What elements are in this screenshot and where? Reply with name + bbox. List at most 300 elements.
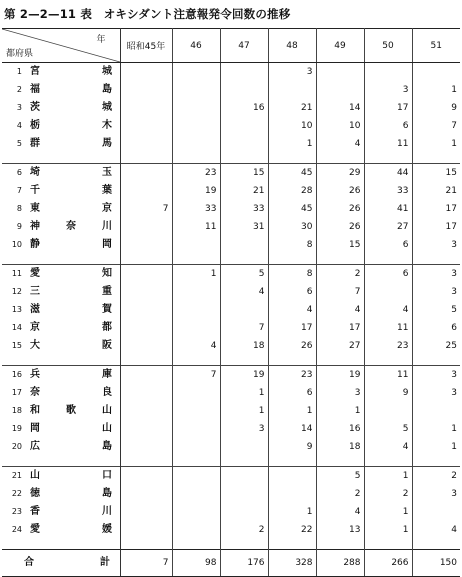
prefecture-name: 兵庫 [30, 369, 112, 380]
count-cell: 4 [364, 301, 412, 319]
count-cell [268, 485, 316, 503]
total-cell: 7 [120, 550, 172, 577]
count-cell: 11 [364, 366, 412, 385]
count-cell: 3 [412, 265, 460, 284]
spacer-cell [172, 254, 220, 265]
spacer-cell [2, 153, 120, 164]
prefecture-cell [2, 503, 120, 521]
total-cell: 288 [316, 550, 364, 577]
prefecture-name: 宮城 [30, 66, 112, 77]
count-cell: 33 [364, 182, 412, 200]
prefecture-name: 奈良 [30, 387, 112, 398]
count-cell [220, 81, 268, 99]
table-row [2, 319, 460, 337]
count-cell: 45 [268, 164, 316, 183]
row-number: 24 [11, 525, 22, 534]
row-number: 2 [16, 85, 22, 94]
spacer-cell [2, 539, 120, 550]
count-cell [120, 265, 172, 284]
count-cell: 3 [220, 420, 268, 438]
count-cell [120, 319, 172, 337]
prefecture-name: 徳島 [30, 488, 112, 499]
spacer-cell [268, 153, 316, 164]
count-cell: 7 [172, 366, 220, 385]
table-row [2, 438, 460, 456]
spacer-cell [172, 456, 220, 467]
row-number: 18 [11, 406, 22, 415]
row-number: 1 [16, 67, 22, 76]
table-row [2, 384, 460, 402]
count-cell: 17 [316, 319, 364, 337]
count-cell [220, 467, 268, 486]
spacer-cell [120, 254, 172, 265]
prefecture-cell [2, 319, 120, 337]
count-cell: 19 [172, 182, 220, 200]
count-cell [120, 438, 172, 456]
prefecture-cell [2, 164, 120, 183]
count-cell: 3 [451, 286, 457, 297]
count-cell [220, 503, 268, 521]
table-title: 第 2—2—11 表 オキシダント注意報発令回数の推移 [4, 7, 291, 21]
prefecture-cell [2, 200, 120, 218]
row-number: 7 [16, 186, 22, 195]
total-label-cell [2, 550, 120, 577]
spacer-cell [220, 254, 268, 265]
count-cell: 15 [316, 236, 364, 254]
spacer-cell [268, 355, 316, 366]
count-cell: 5 [364, 420, 412, 438]
prefecture-cell [2, 467, 120, 486]
count-cell [120, 503, 172, 521]
row-number: 8 [16, 204, 22, 213]
count-cell: 21 [220, 182, 268, 200]
spacer-cell [120, 153, 172, 164]
count-cell: 10 [268, 117, 316, 135]
total-cell: 176 [220, 550, 268, 577]
count-cell: 25 [445, 340, 457, 351]
count-cell: 17 [445, 203, 457, 214]
row-number: 23 [11, 507, 22, 516]
prefecture-name: 千葉 [30, 185, 112, 196]
count-cell [172, 236, 220, 254]
count-cell: 18 [316, 438, 364, 456]
spacer-cell [268, 456, 316, 467]
row-number: 22 [11, 489, 22, 498]
spacer-cell [268, 254, 316, 265]
count-cell: 14 [316, 99, 364, 117]
prefecture-cell [2, 99, 120, 117]
count-cell: 6 [364, 117, 412, 135]
count-cell: 8 [268, 265, 316, 284]
count-cell [220, 485, 268, 503]
count-cell [172, 63, 220, 82]
count-cell [120, 182, 172, 200]
count-cell [220, 63, 268, 82]
prefecture-cell [2, 117, 120, 135]
count-cell: 26 [316, 200, 364, 218]
count-cell: 6 [268, 384, 316, 402]
prefecture-cell [2, 135, 120, 153]
spacer-cell [364, 355, 412, 366]
count-cell: 5 [220, 265, 268, 284]
prefecture-cell [2, 283, 120, 301]
row-number: 14 [11, 323, 22, 332]
spacer-cell [120, 355, 172, 366]
table-row [2, 467, 460, 486]
year-header: 46 [172, 29, 220, 63]
spacer-cell [220, 153, 268, 164]
count-cell [120, 81, 172, 99]
count-cell: 1 [220, 402, 268, 420]
row-number: 19 [11, 424, 22, 433]
prefecture-cell [2, 301, 120, 319]
spacer-cell [172, 153, 220, 164]
count-cell: 17 [364, 99, 412, 117]
prefecture-cell [2, 438, 120, 456]
count-cell: 9 [451, 102, 457, 113]
count-cell [172, 319, 220, 337]
prefecture-cell [2, 81, 120, 99]
count-cell: 18 [220, 337, 268, 355]
count-cell: 11 [364, 319, 412, 337]
row-number: 4 [16, 121, 22, 130]
spacer-cell [220, 355, 268, 366]
spacer-cell [364, 254, 412, 265]
count-cell: 21 [268, 99, 316, 117]
count-cell: 7 [316, 283, 364, 301]
spacer-cell [268, 539, 316, 550]
count-cell: 5 [451, 304, 457, 315]
count-cell: 1 [364, 467, 412, 486]
count-cell: 1 [316, 402, 364, 420]
prefecture-name: 静岡 [30, 239, 112, 250]
count-cell [120, 384, 172, 402]
count-cell: 2 [316, 265, 364, 284]
count-cell: 9 [268, 438, 316, 456]
count-cell: 4 [316, 301, 364, 319]
prefecture-name: 福島 [30, 84, 112, 95]
table-row [2, 503, 460, 521]
prefecture-name: 東京 [30, 203, 112, 214]
spacer-cell [316, 153, 364, 164]
year-header: 51 [412, 29, 460, 63]
table-row [2, 99, 460, 117]
row-number: 12 [11, 287, 22, 296]
table-row [2, 117, 460, 135]
row-number: 5 [16, 139, 22, 148]
count-cell: 3 [451, 387, 457, 398]
count-cell [120, 164, 172, 183]
count-cell: 4 [172, 337, 220, 355]
prefecture-name: 大阪 [30, 340, 112, 351]
spacer-cell [412, 254, 460, 265]
year-header: 48 [268, 29, 316, 63]
count-cell: 11 [172, 218, 220, 236]
row-number: 11 [11, 269, 22, 278]
count-cell [316, 63, 364, 82]
table-row [2, 164, 460, 183]
count-cell: 3 [268, 63, 316, 82]
table-row [2, 420, 460, 438]
count-cell: 2 [412, 467, 460, 486]
prefecture-cell [2, 265, 120, 284]
count-cell [120, 485, 172, 503]
group-spacer [2, 254, 460, 265]
spacer-cell [412, 456, 460, 467]
spacer-cell [364, 153, 412, 164]
year-header: 50 [364, 29, 412, 63]
row-number: 16 [11, 370, 22, 379]
count-cell [172, 301, 220, 319]
count-cell: 7 [220, 319, 268, 337]
prefecture-name: 埼玉 [30, 167, 112, 178]
spacer-cell [316, 539, 364, 550]
count-cell: 4 [268, 301, 316, 319]
table-row [2, 521, 460, 539]
count-cell [268, 467, 316, 486]
spacer-cell [2, 254, 120, 265]
prefecture-cell [2, 521, 120, 539]
count-cell: 15 [412, 164, 460, 183]
count-cell: 27 [364, 218, 412, 236]
count-cell: 6 [364, 236, 412, 254]
count-cell: 33 [220, 200, 268, 218]
row-number: 10 [11, 240, 22, 249]
spacer-cell [316, 254, 364, 265]
total-cell: 328 [268, 550, 316, 577]
count-cell: 30 [268, 218, 316, 236]
count-cell [364, 283, 412, 301]
count-cell [120, 301, 172, 319]
count-cell [172, 485, 220, 503]
spacer-cell [120, 539, 172, 550]
count-cell: 1 [364, 521, 412, 539]
spacer-cell [412, 539, 460, 550]
prefecture-cell [2, 420, 120, 438]
count-cell: 23 [172, 164, 220, 183]
count-cell: 41 [364, 200, 412, 218]
count-cell [220, 438, 268, 456]
prefecture-cell [2, 485, 120, 503]
count-cell: 2 [316, 485, 364, 503]
prefecture-name: 三重 [30, 286, 112, 297]
count-cell [172, 503, 220, 521]
count-cell: 4 [316, 503, 364, 521]
count-cell: 19 [220, 366, 268, 385]
group-spacer [2, 153, 460, 164]
count-cell: 28 [268, 182, 316, 200]
count-cell [120, 99, 172, 117]
corner-year-label: 年 [96, 35, 106, 45]
table-row [2, 63, 460, 82]
count-cell: 3 [412, 366, 460, 385]
count-cell: 17 [445, 221, 457, 232]
table-row [2, 200, 460, 218]
count-cell: 23 [364, 337, 412, 355]
count-cell: 8 [268, 236, 316, 254]
count-cell: 29 [316, 164, 364, 183]
count-cell: 2 [220, 521, 268, 539]
row-number: 9 [16, 222, 22, 231]
count-cell [120, 135, 172, 153]
table-row [2, 81, 460, 99]
spacer-cell [316, 456, 364, 467]
spacer-cell [364, 456, 412, 467]
prefecture-name: 群馬 [30, 138, 112, 149]
count-cell: 31 [220, 218, 268, 236]
prefecture-cell [2, 218, 120, 236]
count-cell: 17 [268, 319, 316, 337]
row-number: 13 [11, 305, 22, 314]
count-cell: 11 [364, 135, 412, 153]
corner-cell [2, 29, 120, 63]
count-cell: 16 [220, 99, 268, 117]
prefecture-name: 広島 [30, 441, 112, 452]
spacer-cell [412, 153, 460, 164]
count-cell: 13 [316, 521, 364, 539]
prefecture-name: 山口 [30, 470, 112, 481]
count-cell [172, 135, 220, 153]
count-cell: 22 [268, 521, 316, 539]
count-cell: 7 [120, 200, 172, 218]
spacer-cell [2, 456, 120, 467]
count-cell: 21 [445, 185, 457, 196]
count-cell [172, 438, 220, 456]
count-cell: 2 [364, 485, 412, 503]
count-cell [172, 402, 220, 420]
total-cell: 266 [364, 550, 412, 577]
count-cell: 19 [316, 366, 364, 385]
prefecture-cell [2, 182, 120, 200]
count-cell [120, 337, 172, 355]
count-cell: 26 [268, 337, 316, 355]
header-row [2, 29, 460, 63]
year-header: 49 [316, 29, 364, 63]
prefecture-name: 滋賀 [30, 304, 112, 315]
count-cell: 33 [172, 200, 220, 218]
group-spacer [2, 355, 460, 366]
prefecture-name: 茨城 [30, 102, 112, 113]
group-spacer [2, 456, 460, 467]
count-cell [364, 63, 412, 82]
count-cell [172, 81, 220, 99]
row-number: 21 [11, 471, 22, 480]
prefecture-cell [2, 384, 120, 402]
count-cell: 14 [268, 420, 316, 438]
spacer-cell [316, 355, 364, 366]
count-cell: 4 [364, 438, 412, 456]
count-cell [172, 420, 220, 438]
count-cell: 6 [268, 283, 316, 301]
total-cell: 98 [172, 550, 220, 577]
count-cell [412, 402, 460, 420]
prefecture-cell [2, 63, 120, 82]
count-cell: 1 [268, 503, 316, 521]
total-cell: 150 [412, 550, 460, 577]
total-row [2, 550, 460, 577]
count-cell [220, 117, 268, 135]
table-row [2, 402, 460, 420]
total-label: 合計 [24, 557, 110, 568]
count-cell [220, 301, 268, 319]
row-number: 17 [11, 388, 22, 397]
prefecture-cell [2, 236, 120, 254]
spacer-cell [172, 355, 220, 366]
count-cell [412, 63, 460, 82]
count-cell [120, 283, 172, 301]
count-cell [172, 99, 220, 117]
table-row [2, 182, 460, 200]
count-cell [412, 503, 460, 521]
year-header: 昭和45年 [120, 29, 172, 63]
table-row [2, 218, 460, 236]
year-header: 47 [220, 29, 268, 63]
prefecture-name: 愛媛 [30, 524, 112, 535]
count-cell [172, 467, 220, 486]
prefecture-name: 愛知 [30, 268, 112, 279]
prefecture-name: 神奈川 [30, 221, 112, 232]
row-number: 20 [11, 442, 22, 451]
count-cell: 5 [316, 467, 364, 486]
prefecture-name: 岡山 [30, 423, 112, 434]
count-cell: 1 [451, 441, 457, 452]
count-cell [120, 236, 172, 254]
count-cell [172, 117, 220, 135]
row-number: 15 [11, 341, 22, 350]
row-number: 6 [16, 168, 22, 177]
count-cell [120, 218, 172, 236]
count-cell: 4 [220, 283, 268, 301]
count-cell: 23 [268, 366, 316, 385]
count-cell [120, 63, 172, 82]
table-row [2, 366, 460, 385]
table-row [2, 283, 460, 301]
count-cell: 1 [451, 423, 457, 434]
count-cell [172, 283, 220, 301]
count-cell: 15 [220, 164, 268, 183]
corner-pref-label: 都府県 [6, 49, 34, 59]
count-cell [172, 521, 220, 539]
count-cell [120, 467, 172, 486]
count-cell [120, 117, 172, 135]
row-number: 3 [16, 103, 22, 112]
count-cell: 1 [268, 402, 316, 420]
count-cell: 1 [172, 265, 220, 284]
prefecture-cell [2, 402, 120, 420]
count-cell: 26 [316, 182, 364, 200]
spacer-cell [120, 456, 172, 467]
count-cell: 9 [364, 384, 412, 402]
count-cell: 3 [451, 239, 457, 250]
oxidant-alert-table [2, 28, 460, 577]
spacer-cell [412, 355, 460, 366]
prefecture-name: 和歌山 [30, 405, 112, 416]
count-cell [120, 402, 172, 420]
count-cell [316, 81, 364, 99]
table-row [2, 135, 460, 153]
count-cell: 6 [451, 322, 457, 333]
group-spacer [2, 539, 460, 550]
count-cell [120, 521, 172, 539]
table-row [2, 485, 460, 503]
count-cell: 3 [316, 384, 364, 402]
count-cell: 6 [364, 265, 412, 284]
prefecture-name: 香川 [30, 506, 112, 517]
count-cell: 10 [316, 117, 364, 135]
table-row [2, 265, 460, 284]
count-cell: 7 [451, 120, 457, 131]
count-cell: 27 [316, 337, 364, 355]
